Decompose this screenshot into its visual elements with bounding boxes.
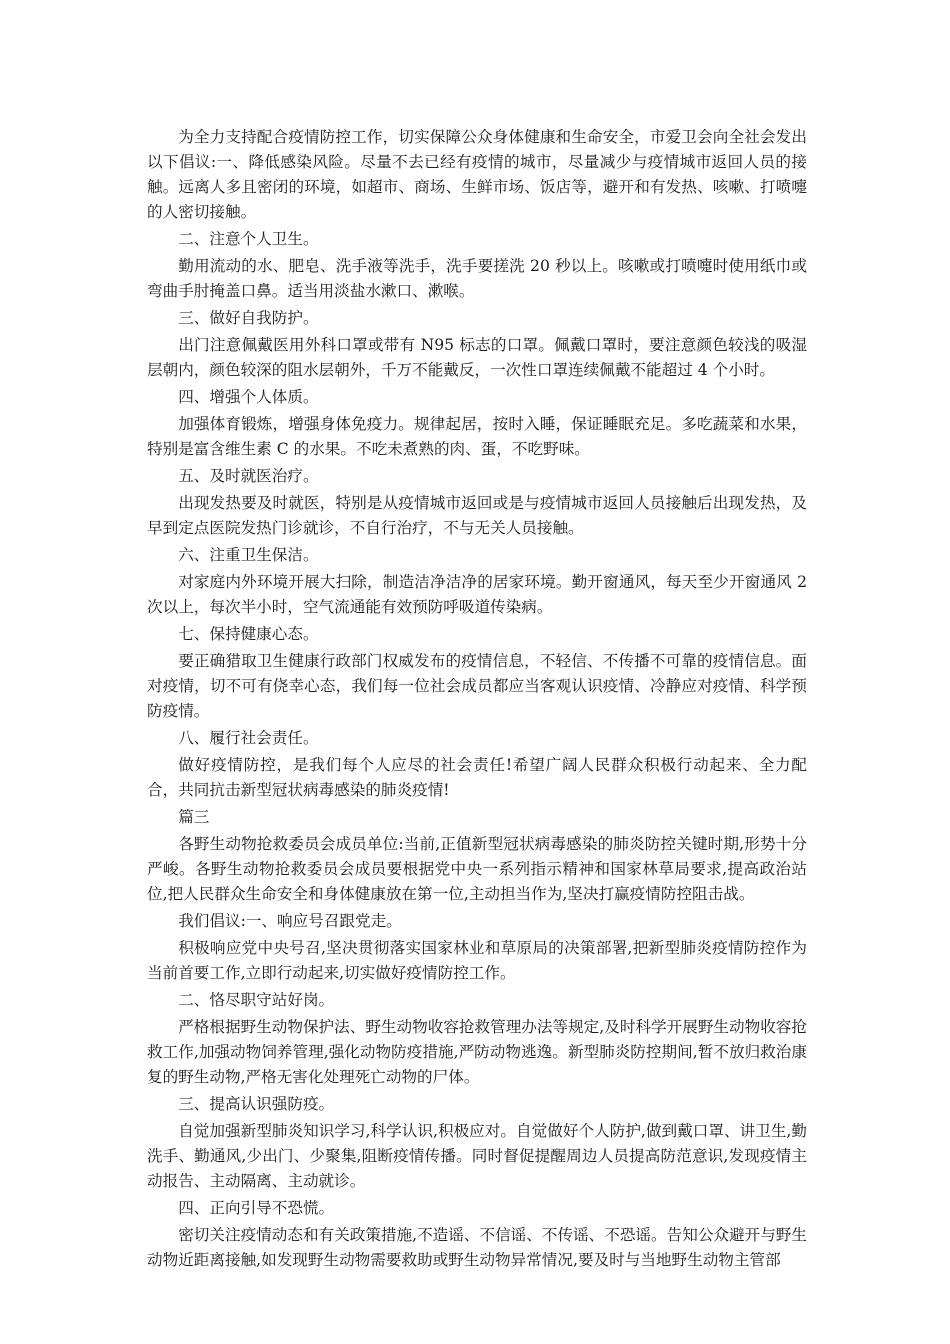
paragraph: 积极响应党中央号召,坚决贯彻落实国家林业和草原局的决策部署,把新型肺炎疫情防控作为当前首要工作,立即行动起来,切实做好疫情防控工作。 xyxy=(147,939,807,982)
section-heading: 五、及时就医治疗。 xyxy=(178,467,319,485)
part-heading: 篇三 xyxy=(178,808,210,826)
paragraph: 各野生动物抢救委员会成员单位:当前,正值新型冠状病毒感染的肺炎防控关键时期,形势十分严峻。各野生动物抢救委员会成员要根据党中央一系列指示精神和国家林草局要求,提高政治站位,把人民群众生命安全和身体健康放在第一位,主动担当作为,坚决打赢疫情防控阻击战。 xyxy=(147,835,807,903)
section-heading: 四、增强个人体质。 xyxy=(178,388,319,406)
paragraph: 严格根据野生动物保护法、野生动物收容抢救管理办法等规定,及时科学开展野生动物收容抢救工作,加强动物饲养管理,强化动物防疫措施,严防动物逃逸。新型肺炎防控期间,暂不放归救治康复的野生动物,严格无害化处理死亡动物的尸体。 xyxy=(147,1018,807,1086)
paragraph: 加强体育锻炼，增强身体免疫力。规律起居，按时入睡，保证睡眠充足。多吃蔬菜和水果，特别是富含维生素 C 的水果。不吃未煮熟的肉、蛋，不吃野味。 xyxy=(147,415,807,458)
document-body xyxy=(147,125,807,1275)
section-heading: 我们倡议:一、响应号召跟党走。 xyxy=(178,912,402,930)
section-heading: 二、恪尽职守站好岗。 xyxy=(178,991,335,1009)
paragraph: 为全力支持配合疫情防控工作，切实保障公众身体健康和生命安全，市爱卫会向全社会发出以下倡议:一、降低感染风险。尽量不去已经有疫情的城市，尽量减少与疫情城市返回人员的接触。远离人多且密闭的环境，如超市、商场、生鲜市场、饭店等，避开和有发热、咳嗽、打喷嚏的人密切接触。 xyxy=(147,128,807,221)
paragraph: 出现发热要及时就医，特别是从疫情城市返回或是与疫情城市返回人员接触后出现发热，及早到定点医院发热门诊就诊，不自行治疗，不与无关人员接触。 xyxy=(147,494,807,537)
section-heading: 六、注重卫生保洁。 xyxy=(178,546,319,564)
paragraph: 自觉加强新型肺炎知识学习,科学认识,积极应对。自觉做好个人防护,做到戴口罩、讲卫生,勤洗手、勤通风,少出门、少聚集,阻断疫情传播。同时督促提醒周边人员提高防范意识,发现疫情主动报告、主动隔离、主动就诊。 xyxy=(147,1122,807,1190)
paragraph: 密切关注疫情动态和有关政策措施,不造谣、不信谣、不传谣、不恐谣。告知公众避开与野生动物近距离接触,如发现野生动物需要救助或野生动物异常情况,要及时与当地野生动物主管部 xyxy=(147,1226,807,1269)
section-heading: 八、履行社会责任。 xyxy=(178,729,319,747)
paragraph: 做好疫情防控，是我们每个人应尽的社会责任!希望广阔人民群众积极行动起来、全力配合，共同抗击新型冠状病毒感染的肺炎疫情! xyxy=(147,756,807,799)
paragraph: 要正确猎取卫生健康行政部门权威发布的疫情信息，不轻信、不传播不可靠的疫情信息。面对疫情，切不可有侥幸心态，我们每一位社会成员都应当客观认识疫情、冷静应对疫情、科学预防疫情。 xyxy=(147,652,807,720)
section-heading: 四、正向引导不恐慌。 xyxy=(178,1199,335,1217)
section-heading: 二、注意个人卫生。 xyxy=(178,230,319,248)
paragraph: 对家庭内外环境开展大扫除，制造洁净洁净的居家环境。勤开窗通风，每天至少开窗通风 2 次以上，每次半小时，空气流通能有效预防呼吸道传染病。 xyxy=(147,573,807,616)
section-heading: 三、做好自我防护。 xyxy=(178,309,319,327)
section-heading: 七、保持健康心态。 xyxy=(178,625,319,643)
paragraph: 出门注意佩戴医用外科口罩或带有 N95 标志的口罩。佩戴口罩时，要注意颜色较浅的吸湿层朝内，颜色较深的阻水层朝外，千万不能戴反，一次性口罩连续佩戴不能超过 4 个小时。 xyxy=(147,336,807,379)
paragraph: 勤用流动的水、肥皂、洗手液等洗手，洗手要搓洗 20 秒以上。咳嗽或打喷嚏时使用纸巾或弯曲手肘掩盖口鼻。适当用淡盐水漱口、漱喉。 xyxy=(147,257,807,300)
section-heading: 三、提高认识强防疫。 xyxy=(178,1095,335,1113)
